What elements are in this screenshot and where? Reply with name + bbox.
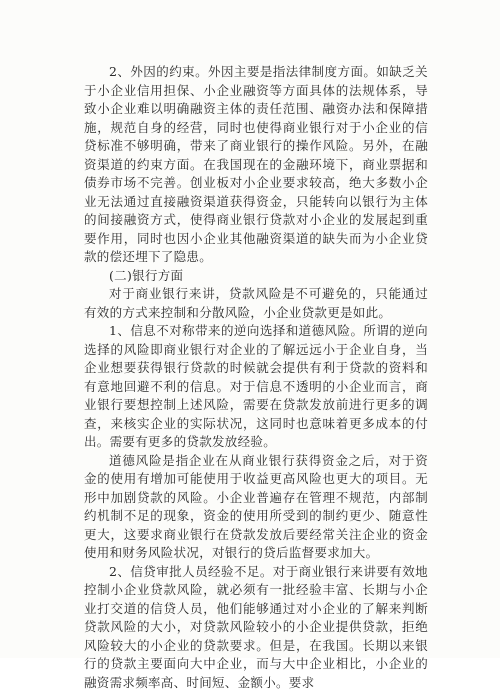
document-body: [84, 63, 428, 692]
paragraph-bank-intro: 对于商业银行来讲，贷款风险是不可避免的，只能通过有效的方式来控制和分散风险，小企业贷款更是如此。: [84, 285, 428, 322]
paragraph-information-asymmetry: 1、信息不对称带来的逆向选择和道德风险。所谓的逆向选择的风险即商业银行对企业的了解远远小于企业自身，当企业想要获得银行贷款的时候就会提供有利于贷款的资料和有意地回避不利的信息。对于信息不透明的小企业而言，商业银行要想控制上述风险，需要在贷款发放前进行更多的调查，来核实企业的实际状况，这同时也意味着更多成本的付出。需要有更多的贷款发放经验。: [84, 322, 428, 452]
paragraph-external-constraints: 2、外因的约束。外因主要是指法律制度方面。如缺乏关于小企业信用担保、小企业融资等方面具体的法规体系，导致小企业难以明确融资主体的责任范围、融资办法和保障措施，规范自身的经营，同时也使得商业银行对于小企业的信贷标准不够明确，带来了商业银行的操作风险。另外，在融资渠道的约束方面。在我国现在的金融环境下，商业票据和债券市场不完善。创业板对小企业要求较高，绝大多数小企业无法通过直接融资渠道获得资金，只能转向以银行为主体的间接融资方式，使得商业银行贷款对小企业的发展起到重要作用，同时也因小企业其他融资渠道的缺失而为小企业贷款的偿还埋下了隐患。: [84, 63, 428, 267]
paragraph-moral-hazard: 道德风险是指企业在从商业银行获得资金之后，对于资金的使用有增加可能使用于收益更高风险也更大的项目。无形中加剧贷款的风险。小企业普遍存在管理不规范，内部制约机制不足的现象，资金的使用所受到的制约更少、随意性更大，这要求商业银行在贷款发放后要经常关注企业的资金使用和财务风险状况，对银行的贷后监督要求加大。: [84, 452, 428, 563]
paragraph-credit-staff: 2、信贷审批人员经验不足。对于商业银行来讲要有效地控制小企业贷款风险，就必须有一批经验丰富、长期与小企业打交道的信贷人员，他们能够通过对小企业的了解来判断贷款风险的大小，对贷款风险较小的小企业提供贷款，拒绝风险较大的小企业的贷款要求。但是，在我国。长期以来银行的贷款主要面向大中企业，而与大中企业相比，小企业的融资需求频率高、时间短、金额小。要求: [84, 563, 428, 692]
section-heading-bank: (二)银行方面: [84, 267, 428, 286]
